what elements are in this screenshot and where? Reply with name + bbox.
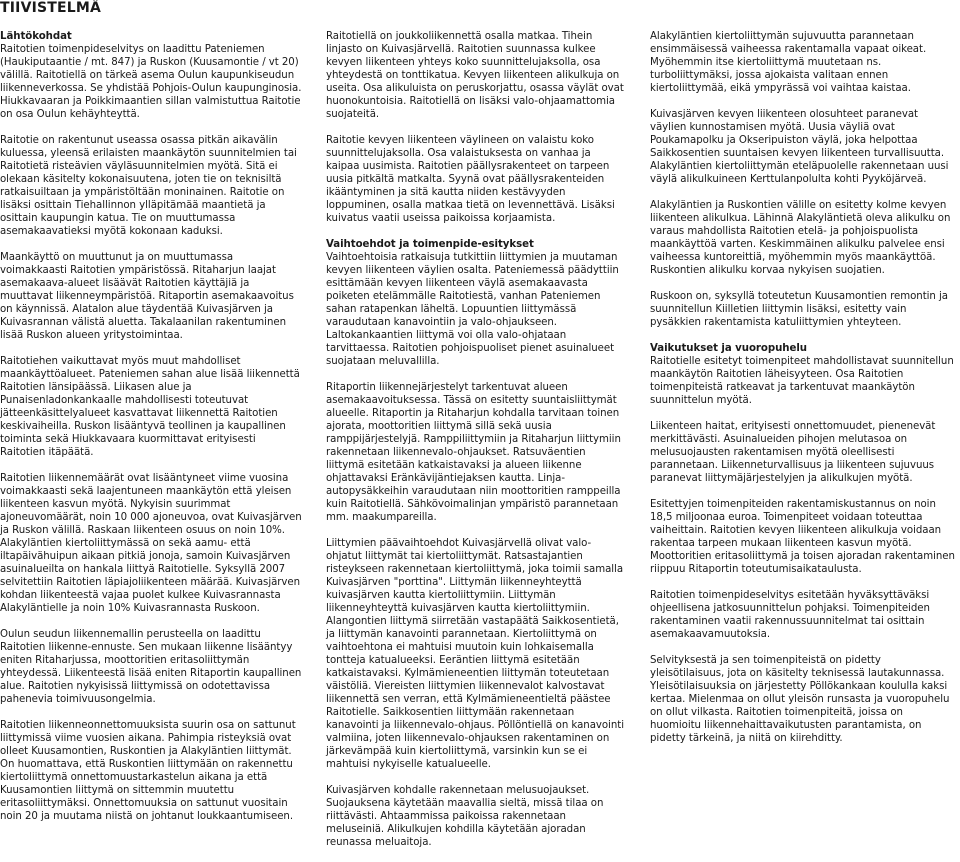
paragraph: Raitotiehen vaikuttavat myös muut mahdolliset maankäyttöalueet. Pateniemen sahan alue lisää liikennettä Raitotien länsipäässä. Liikasen alue ja Punaisenladonkankaalle mahdollisesti toteutuvat jätteenkäsittelyalueet kasvattavat liikennettä Raitotien keskivaiheilla. Ruskon lisääntyvä teollinen ja kaupallinen toiminta sekä Hiukkavaara kuormittavat erityisesti Raitotien itäpäätä.	[0, 356, 300, 458]
paragraph: Raitotielle esitetyt toimenpiteet mahdollistavat suunnitellun maankäytön Raitotien läheisyyteen. Osa Raitotien toimenpiteistä ratkeavat ja tarkentuvat maankäytön suunnittelun myötä.	[650, 356, 954, 406]
paragraph: Raitotien liikenneonnettomuuksista suurin osa on sattunut liittymissä viime vuosien aikana. Pahimpia risteyksiä ovat olleet Kuusamontien, Ruskontien ja Alakyläntien liittymät. On huomattava, että Ruskontien liittymään on rakennettu kiertoliittymä onnettomuustarkastelun aikana ja että Kuusamontien liittymä on sittemmin muutettu eritasoliittymäksi. Onnettomuuksia on sattunut vuositain noin 20 ja muutama niistä on johtanut loukkaantumiseen.	[0, 720, 296, 822]
paragraph: Kuivasjärven kohdalle rakennetaan melusuojaukset. Suojauksena käytetään maavallia sieltä, missä tilaa on riittävästi. Ahtaammissa paikoissa rakennetaan meluseiniä. Alikulkujen kohdilla käytetään ajoradan reunassa meluaitoja.	[326, 785, 604, 848]
paragraph: Raitotie on rakentunut useassa osassa pitkän aikavälin kuluessa, yleensä erilaisten maankäytön suunnitelmien tai Raitotietä risteävien väyläsuunnitelmien myötä. Sitä ei olekaan käsitelty kokonaisuutena, joten tie on teknisiltä ratkaisuiltaan ja ympäristöltään moninainen. Raitotie on lisäksi osittain Tiehallinnon ylläpitämää maantietä ja osittain kaupungin katua. Tie on muuttumassa asemakaavatieksi myötä kokonaan kaduksi.	[0, 135, 297, 237]
section-heading-lahtokohdat: Lähtökohdat	[0, 31, 72, 42]
paragraph: Ritaportin liikennejärjestelyt tarkentuvat alueen asemakaavoituksessa. Tässä on esitetty suuntaisliittymät alueelle. Ritaportin ja Ritaharjun kohdalla tarvitaan toinen ajorata, moottoritien liittymä sillä sekä uusia ramppijärjestelyjä. Ramppiliittymiin ja Ritaharjun liittymiin rakennetaan liikennevalo-ohjaukset. Ratsuväentien liittymä esitetään katkaistavaksi ja alueen liikenne ohjattavaksi Eränkävijäntiejaksen kautta. Linja-autopysäkkeihin varaudutaan niin moottoritien ramppeilla kuin Raitotiellä. Sähkövoimalinjan ympäristö parannetaan mm. maakumpareilla.	[326, 382, 621, 523]
paragraph: Oulun seudun liikennemallin perusteella on laadittu Raitotien liikenne-ennuste. Sen mukaan liikenne lisääntyy eniten Ritaharjussa, moottoritien eritasoliittymän yhteydessä. Liikenteestä lisää eniten Ritaportin kaupallinen alue. Raitotien nykyisissä liittymissä on odotettavissa pahenevia toimivuusongelmia.	[0, 629, 302, 705]
paragraph: Selvityksestä ja sen toimenpiteistä on pidetty yleisötilaisuus, jota on käsitelty teknisessä lautakunnassa. Yleisötilaisuuksia on järjestetty Pöllökankaan koululla kaksi kertaa. Mielenmaa on ollut yleisön runsasta ja vuoropuhelu on ollut vilkasta. Raitotien toimenpiteitä, joissa on huomioitu liikennehaittavaikutusten parantamista, on pidetty tärkeinä, ja niitä on kiirehditty.	[650, 655, 950, 744]
paragraph: Ruskoon on, syksyllä toteutetun Kuusamontien remontin ja suunnitellun Kiilletien liittymin lisäksi, esitetty vain pysäkkien rakentamista katuliittymien yhteyteen.	[650, 291, 948, 328]
paragraph: Alakyläntien kiertoliittymän sujuvuutta parannetaan ensimmäisessä vaiheessa rakentamalla vapaat oikeat. Myöhemmin itse kiertoliittymä muutetaan ns. turboliittymäksi, jossa ajokaista valitaan ennen kiertoliittymää, eikä ympyrässä voi vaihtaa kaistaa.	[650, 31, 927, 94]
paragraph: Raitotien toimenpideselvitys esitetään hyväksyttäväksi ohjeellisena jatkosuunnittelun pohjaksi. Toimenpiteiden rakentaminen vaatii rakennussuunnitelmat tai osittain asemakaavamuutoksia.	[650, 590, 930, 640]
column-1	[0, 30, 303, 836]
paragraph: Raitotiellä on joukkoliikennettä osalla matkaa. Tihein linjasto on Kuivasjärvellä. Raitotien suunnassa kulkee kevyen liikenteen yhteys koko suunnittelujaksolla, osa yhteydestä on tonttikatua. Kevyen liikenteen alikulkuja on useita. Osa alikuluista on peruskorjattu, osassa väylät ovat huonokuntoisia. Raitotiellä on lisäksi valo-ohjaamattomia suojateitä.	[326, 31, 624, 120]
paragraph: Alakyläntien ja Ruskontien välille on esitetty kolme kevyen liikenteen alikulkua. Lähinnä Alakyläntietä oleva alikulku on varaus mahdollista Raitotien etelä- ja pohjoispuolista maankäyttöä varten. Keskimmäinen alikulku palvelee ensi vaiheessa kuntoreittiä, myöhemmin myös maankäyttöä. Ruskontien alikulku korvaa nykyisen suojatien.	[650, 200, 951, 276]
paragraph: Vaihtoehtoisia ratkaisuja tutkittiin liittymien ja muutaman kevyen liikenteen väylien osalta. Pateniemessä päädyttiin esittämään kevyen liikenteen väylä asemakaavasta poiketen etelämmälle Raitotiestä, vanhan Pateniemen sahan ratapenkan läheltä. Lopuuntien liittymässä varaudutaan kanavointiin ja valo-ohjaukseen. Laltokankaantien liittymä voi olla valo-ohjataan tarvittaessa. Raitotien pohjoispuoliset pienet asuinalueet suojataan meluvallilla.	[326, 252, 619, 367]
paragraph: Maankäyttö on muuttunut ja on muuttumassa voimakkaasti Raitotien ympäristössä. Ritaharjun laajat asemakaava-alueet lisäävät Raitotien käyttäjiä ja muuttavat liikenneympäristöä. Ritaportin asemakaavoitus on käynnissä. Alatalon alue täydentää Kuivasjärven ja Kuivasrannan välistä aluetta. Takalaanilan rakentuminen lisää Ruskon alueen yritystoimintaa.	[0, 252, 294, 341]
paragraph: Raitotie kevyen liikenteen väylineen on valaistu koko suunnittelujaksolla. Osa valaistuksesta on vanhaa ja kaipaa uusimista. Raitotien päällysrakenteet on tarpeen uusia pitkältä matkalta. Syynä ovat päällysrakenteiden ikääntyminen ja sitä kautta niiden kestävyyden loppuminen, osalla matkaa tietä on levennettävä. Lisäksi kuivatus vaatii useissa paikoissa korjaamista.	[326, 135, 615, 224]
paragraph: Kuivasjärven kevyen liikenteen olosuhteet paranevat väylien kunnostamisen myötä. Uusia väyliä ovat Poukamapolku ja Okseripuiston väylä, joka helpottaa Saikkosentien suuntaisen kevyen liikenteen turvallisuutta. Alakyläntien kiertoliittymän eteläpuolelle rakennetaan uusi väylä alikulkuineen Kerttulanpolulta kohti Pyyköjärveä.	[650, 109, 949, 185]
paragraph: Liittymien päävaihtoehdot Kuivasjärvellä olivat valo-ohjatut liittymät tai kiertoliittymät. Ratsastajantien risteykseen rakennetaan kiertoliittymä, joka toimii samalla Kuivasjärven "porttina". Liittymän liikenneyhteyttä kuivasjärven kautta kiertoliittymiin. Liittymän liikenneyhteyttä kuivasjärven kautta kiertoliittymiin. Alangontien liittymä siirretään vastapäätä Saikkosentietä, ja liittymän kanavointi parannetaan. Kiertoliittymä on vaihtoehtona ei mahtuisi muutoin kuin lohkaisemalla tontteja katualueeksi. Eeräntien liittymä esitetään katkaistavaksi. Kylmämieneentien liittymän toteutetaan väistöliä. Viereisten liittymien liikennevalot kalvostavat liikennettä sen verran, että Kylmämieneentieltä päästee Raitotielle. Saikkosentien liittymään rakennetaan kanavointi ja liikennevalo-ohjaus. Pöllöntiellä on kanavointi valmiina, joten liikennevalo-ohjauksen rakentaminen on järkevämpää kuin kiertoliittymä, varsinkin kun se ei mahtuisi nykyiselle katualueelle.	[326, 538, 624, 770]
column-2	[326, 30, 626, 862]
paragraph: Raitotien toimenpideselvitys on laadittu Pateniemen (Haukiputaantie / mt. 847) ja Ruskon (Kuusamontie / vt 20) välillä. Raitotiellä on tärkeä asema Oulun kaupunkiseudun liikenneverkossa. Se yhdistää Pohjois-Oulun kaupunginosia. Hiukkavaaran ja Poikkimaantien sillan valmistuttua Raitotie on osa Oulun kehäyhteyttä.	[0, 44, 302, 120]
column-3	[650, 30, 956, 758]
section-heading-vaihtoehdot: Vaihtoehdot ja toimenpide-esitykset	[326, 239, 534, 250]
paragraph: Esitettyjen toimenpiteiden rakentamiskustannus on noin 18,5 miljoonaa euroa. Toimenpiteet voidaan toteuttaa vaiheittain. Raitotien kevyen liikenteen alikulkuja voidaan rakentaa tarpeen mukaan liikenteen kasvun myötä. Moottoritien eritasoliittymä ja toisen ajoradan rakentaminen riippuu Ritaportin toteutumisaikataulusta.	[650, 499, 955, 575]
page-title: TIIVISTELMÄ	[0, 0, 102, 16]
paragraph: Liikenteen haitat, erityisesti onnettomuudet, pienenevät merkittävästi. Asuinalueiden pihojen melutasoa on melusuojausten rakentamisen myötä oleellisesti parannetaan. Liikenneturvallisuus ja liikenteen sujuvuus paranevat liittymäjärjestelyjen ja alikulkujen myötä.	[650, 421, 936, 484]
section-heading-vaikutukset: Vaikutukset ja vuoropuhelu	[650, 343, 807, 354]
paragraph: Raitotien liikennemäärät ovat lisääntyneet viime vuosina voimakkaasti sekä laajentuneen maankäytön että yleisen liikenteen kasvun myötä. Nykyisin suurimmat ajoneuvomäärät, noin 10 000 ajoneuvoa, ovat Kuivasjärven ja Ruskon välillä. Raskaan liikenteen osuus on noin 10%. Alakyläntien kiertoliittymässä on sekä aamu- että iltapäivähuipun aikaan pitkiä jonoja, samoin Kuivasjärven asuinalueilta on hankala liittyä Raitotielle. Syksyllä 2007 selvitettiin Raitotien läpiajoliikenteen määrää. Kuivasjärven kohdan liikenteestä vajaa puolet kulkee Kuivasrannasta Alakyläntielle ja noin 10% Kuivasrannasta Ruskoon.	[0, 473, 302, 614]
